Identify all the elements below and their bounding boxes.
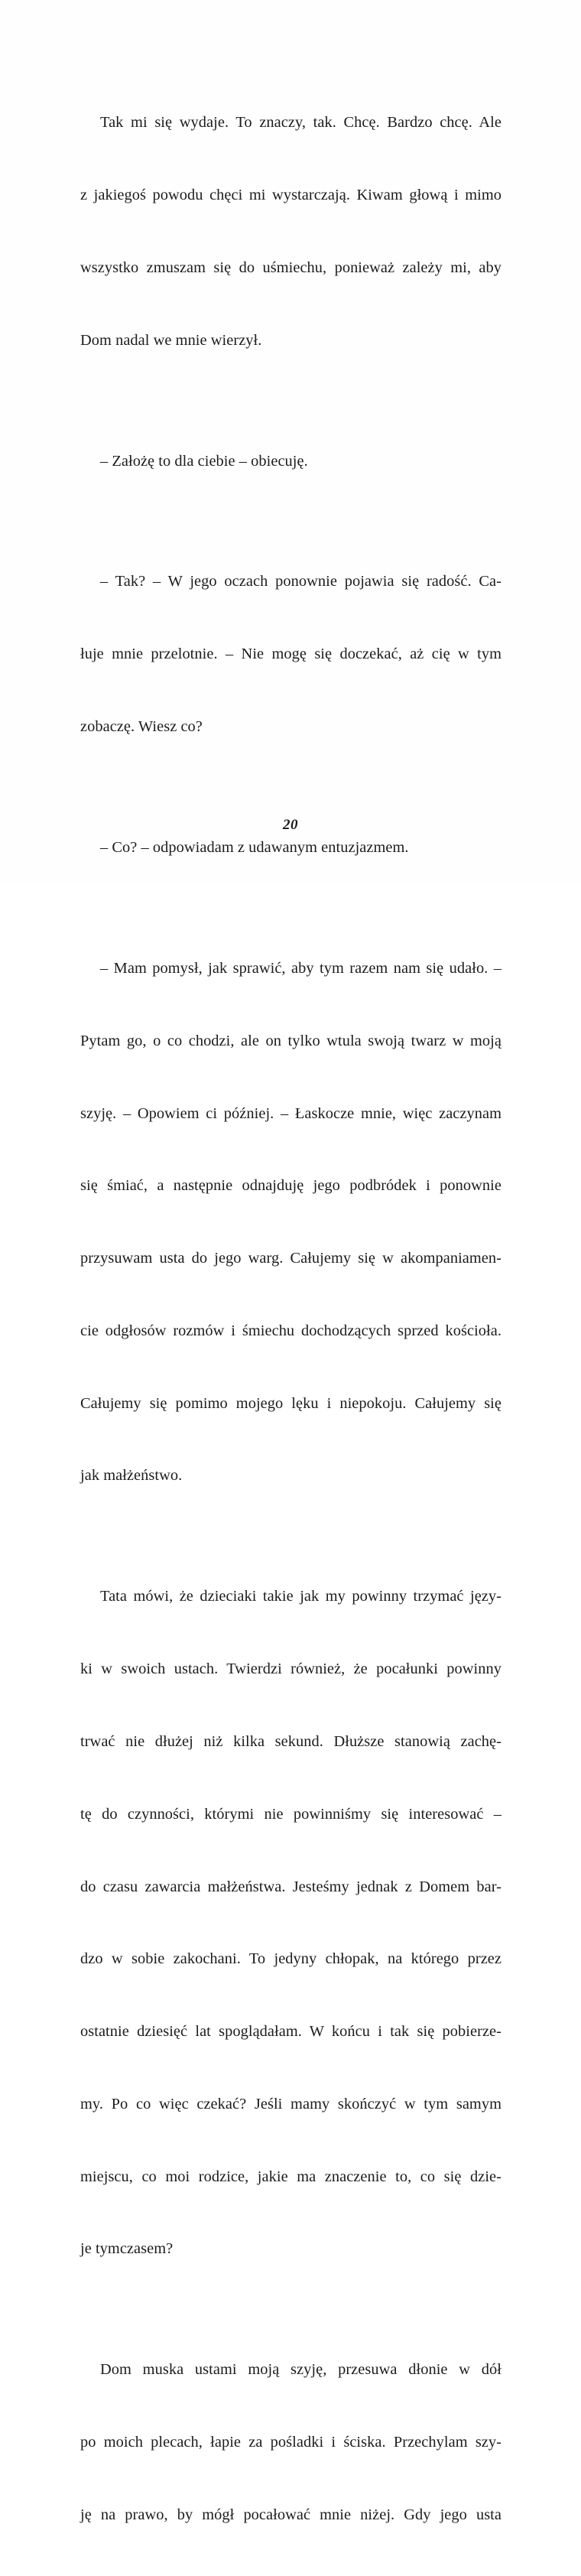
text-line: przysuwam usta do jego warg. Całujemy się w akompaniamen- [80,1250,501,1267]
paragraph-1 [80,63,501,401]
paragraph-6 [80,1537,501,2310]
text-line: Pytam go, o co chodzi, ale on tylko wtula swoją twarz w moją [80,1032,501,1049]
text-line: – Tak? – W jego oczach ponownie pojawia się radość. Ca- [100,573,501,590]
text-line: się śmiać, a następnie odnajduję jego podbródek i ponownie [80,1177,501,1195]
text-line: po moich plecach, łapie za pośladki i ściska. Przechylam szy- [80,2434,501,2451]
text-line: dzo w sobie zakochani. To jedyny chłopak, na którego przez [80,1950,501,1968]
page-number: 20 [283,817,298,833]
text-line: cie odgłosów rozmów i śmiechu dochodzących sprzed kościoła. [80,1322,501,1339]
text-line: z jakiegoś powodu chęci mi wystarczają. Kiwam głową i mimo [80,186,501,203]
text-line: ję na prawo, by mógł pocałować mnie niżej. Gdy jego usta [80,2506,501,2523]
text-line: Dom nadal we mnie wierzył. [80,331,262,349]
paragraph-2 [80,401,501,522]
text-line: wszystko zmuszam się do uśmiechu, ponieważ zależy mi, aby [80,259,501,276]
paragraph-3 [80,522,501,788]
text-line: my. Po co więc czekać? Jeśli mamy skończyć w tym samym [80,2095,501,2113]
paragraph-4 [80,788,501,909]
text-line: zobaczę. Wiesz co? [80,718,203,736]
text-line: je tymczasem? [80,2240,174,2258]
text-line: łuje mnie przelotnie. – Nie mogę się doczekać, aż cię w tym [80,646,501,663]
text-line: – Co? – odpowiadam z udawanym entuzjazmem. [100,839,409,856]
text-line: ki w swoich ustach. Twierdzi również, że pocałunki powinny [80,1660,501,1678]
text-line: miejscu, co moi rodzice, jakie ma znaczenie to, co się dzie- [80,2168,501,2185]
text-line: tę do czynności, którymi nie powinniśmy się interesować – [80,1805,501,1823]
text-line: trwać nie dłużej niż kilka sekund. Dłuższe stanowią zachę- [80,1732,501,1750]
text-line: do czasu zawarcia małżeństwa. Jesteśmy jednak z Domem bar- [80,1878,501,1895]
text-line: Dom muska ustami moją szyję, przesuwa dłonie w dół [100,2361,501,2379]
page-text-body [80,63,501,2576]
text-line: jak małżeństwo. [80,1467,183,1485]
paragraph-5 [80,909,501,1537]
text-line: Tata mówi, że dzieciaki takie jak my powinny trzymać języ- [100,1588,501,1605]
text-line: – Mam pomysł, jak sprawić, aby tym razem nam się udało. – [100,959,501,977]
text-line: Całujemy się pomimo mojego lęku i niepokoju. Całujemy się [80,1394,501,1412]
paragraph-7 [80,2310,501,2576]
text-line: ostatnie dziesięć lat spoglądałam. W końcu i tak się pobierze- [80,2023,501,2041]
text-line: – Założę to dla ciebie – obiecuję. [100,452,308,470]
text-line: szyję. – Opowiem ci później. – Łaskocze mnie, więc zaczynam [80,1104,501,1122]
text-line: Tak mi się wydaje. To znaczy, tak. Chcę. Bardzo chcę. Ale [100,114,501,132]
